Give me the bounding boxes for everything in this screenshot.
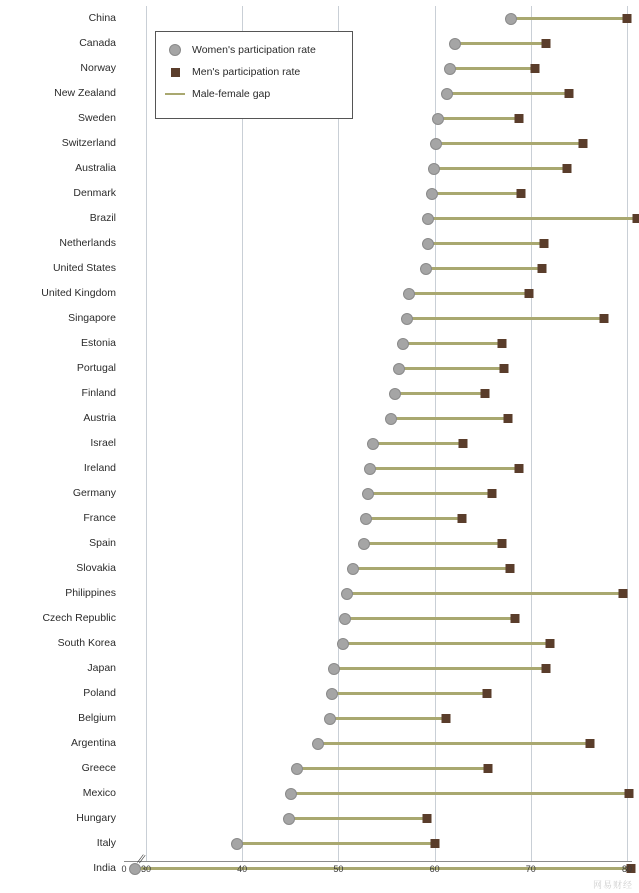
gap-line [394,392,484,395]
gap-line [398,367,504,370]
chart-row [83,506,632,531]
category-label: Spain [89,537,116,549]
x-tick-label: 0 [121,864,127,874]
women-marker [428,163,440,175]
category-label: United States [52,262,116,274]
chart-row [57,631,632,656]
chart-row [87,656,632,681]
men-marker [542,664,551,673]
women-marker [364,463,376,475]
gap-line [331,692,487,695]
category-label: Czech Republic [42,612,116,624]
women-marker [360,513,372,525]
chart-row [76,356,632,381]
category-label: South Korea [57,637,116,649]
square-marker-icon [164,68,186,77]
gap-line [288,817,427,820]
chart-row [41,281,632,306]
gap-line [342,642,550,645]
gap-line [369,467,519,470]
chart-row [88,6,632,31]
men-marker [632,214,639,223]
category-label: Mexico [82,787,116,799]
women-marker [337,638,349,650]
x-tick-label: 30 [140,864,152,874]
men-marker [540,239,549,248]
chart-row [71,731,632,756]
watermark: 网易财经 [592,880,633,890]
gap-line [510,17,627,20]
men-marker [430,839,439,848]
gap-line [367,492,492,495]
chart-row [83,406,632,431]
gap-line [446,92,569,95]
category-label: France [83,512,116,524]
men-marker [524,289,533,298]
men-marker [624,789,633,798]
women-marker [362,488,374,500]
category-label: Australia [75,162,116,174]
category-label: Germany [72,487,116,499]
women-marker [283,813,295,825]
women-marker [420,263,432,275]
chart-row [81,381,632,406]
gap-line [402,342,502,345]
category-label: Finland [81,387,116,399]
women-marker [385,413,397,425]
gap-line [236,842,434,845]
men-marker [565,89,574,98]
women-marker [312,738,324,750]
gap-line [425,267,542,270]
category-label: Japan [87,662,116,674]
gap-line [372,442,463,445]
category-label: Singapore [68,312,116,324]
category-label: Slovakia [76,562,116,574]
women-marker [358,538,370,550]
category-label: Austria [83,412,116,424]
legend-item-gap [164,83,344,105]
men-marker [480,389,489,398]
gap-line [317,742,590,745]
men-marker [499,364,508,373]
men-marker [505,564,514,573]
gap-line [437,117,520,120]
gap-line [408,292,529,295]
women-marker [426,188,438,200]
category-label: Brazil [89,212,116,224]
men-marker [497,539,506,548]
women-marker [422,213,434,225]
x-tick-label: 60 [429,864,440,874]
men-marker [511,614,520,623]
category-label: Denmark [73,187,116,199]
x-tick-label: 50 [333,864,344,874]
women-marker [444,63,456,75]
gap-line [431,192,521,195]
category-label: Poland [83,687,116,699]
x-axis-baseline [124,861,632,862]
women-marker [393,363,405,375]
chart-row [68,306,632,331]
chart-row [61,131,632,156]
chart-legend [155,31,353,119]
chart-row [90,431,632,456]
women-marker [401,313,413,325]
women-marker [326,688,338,700]
gap-line [449,67,535,70]
category-label: Greece [81,762,116,774]
gap-line [290,792,629,795]
chart-row [93,856,632,881]
men-marker [619,589,628,598]
men-marker [515,464,524,473]
women-marker [324,713,336,725]
women-marker [389,388,401,400]
men-marker [517,189,526,198]
category-label: China [88,12,116,24]
men-marker [422,814,431,823]
category-label: Sweden [78,112,116,124]
line-marker-icon [164,93,186,96]
men-marker [586,739,595,748]
category-label: United Kingdom [41,287,116,299]
category-label: Netherlands [59,237,116,249]
women-marker [291,763,303,775]
legend-item-men [164,61,344,83]
gap-line [390,417,507,420]
chart-row [96,831,632,856]
gap-line [365,517,461,520]
gap-line [333,667,547,670]
category-label: New Zealand [54,87,116,99]
category-label: Ireland [83,462,116,474]
men-marker [538,264,547,273]
men-marker [497,339,506,348]
category-label: Estonia [80,337,116,349]
men-marker [515,114,524,123]
gap-line [454,42,546,45]
chart-row [65,581,632,606]
category-label: Italy [96,837,116,849]
chart-row [83,681,632,706]
women-marker [449,38,461,50]
category-label: Israel [90,437,116,449]
women-marker [505,13,517,25]
chart-row [83,456,632,481]
gap-line [329,717,446,720]
men-marker [542,39,551,48]
gap-line [346,592,623,595]
chart-row [81,756,632,781]
women-marker [403,288,415,300]
women-marker [231,838,243,850]
category-label: Norway [80,62,116,74]
men-marker [546,639,555,648]
men-marker [599,314,608,323]
men-marker [503,414,512,423]
chart-row [59,231,632,256]
chart-row [82,781,632,806]
women-marker [397,338,409,350]
chart-row [89,531,632,556]
men-marker [578,139,587,148]
chart-row [52,256,632,281]
women-marker [341,588,353,600]
women-marker [367,438,379,450]
men-marker [482,689,491,698]
gap-line [427,242,544,245]
men-marker [563,164,572,173]
men-marker [488,489,497,498]
legend-label-women: Women's participation rate [192,44,316,56]
gap-line [134,867,630,870]
category-label: Canada [79,37,116,49]
axis-break-marker: // [135,851,145,868]
x-tick-label: 80 [621,864,633,874]
chart-row [73,181,632,206]
gap-line [352,567,510,570]
legend-item-women [164,39,344,61]
category-label: Belgium [78,712,116,724]
chart-row [75,156,632,181]
chart-row [89,206,632,231]
x-tick-label: 40 [237,864,248,874]
gap-line [296,767,488,770]
women-marker [339,613,351,625]
men-marker [623,14,632,23]
chart-row [42,606,632,631]
category-label: India [93,862,116,874]
gap-line [435,142,583,145]
women-marker [422,238,434,250]
gap-line [344,617,515,620]
category-label: Argentina [71,737,116,749]
women-marker [430,138,442,150]
legend-label-gap: Male-female gap [192,88,271,100]
category-label: Switzerland [61,137,116,149]
men-marker [459,439,468,448]
women-marker [328,663,340,675]
category-label: Portugal [76,362,116,374]
women-marker [441,88,453,100]
men-marker [442,714,451,723]
gap-line [427,217,637,220]
chart-row [72,481,632,506]
circle-marker-icon [164,44,186,56]
women-marker [347,563,359,575]
men-marker [484,764,493,773]
x-tick-label: 70 [525,864,536,874]
legend-label-men: Men's participation rate [192,66,301,78]
women-marker [285,788,297,800]
chart-row [78,706,632,731]
gap-line [406,317,604,320]
men-marker [457,514,466,523]
chart-row [80,331,632,356]
women-marker [432,113,444,125]
chart-row [76,556,632,581]
category-label: Philippines [65,587,116,599]
category-label: Hungary [76,812,116,824]
men-marker [530,64,539,73]
gap-line [363,542,502,545]
gap-line [433,167,568,170]
chart-row [76,806,632,831]
